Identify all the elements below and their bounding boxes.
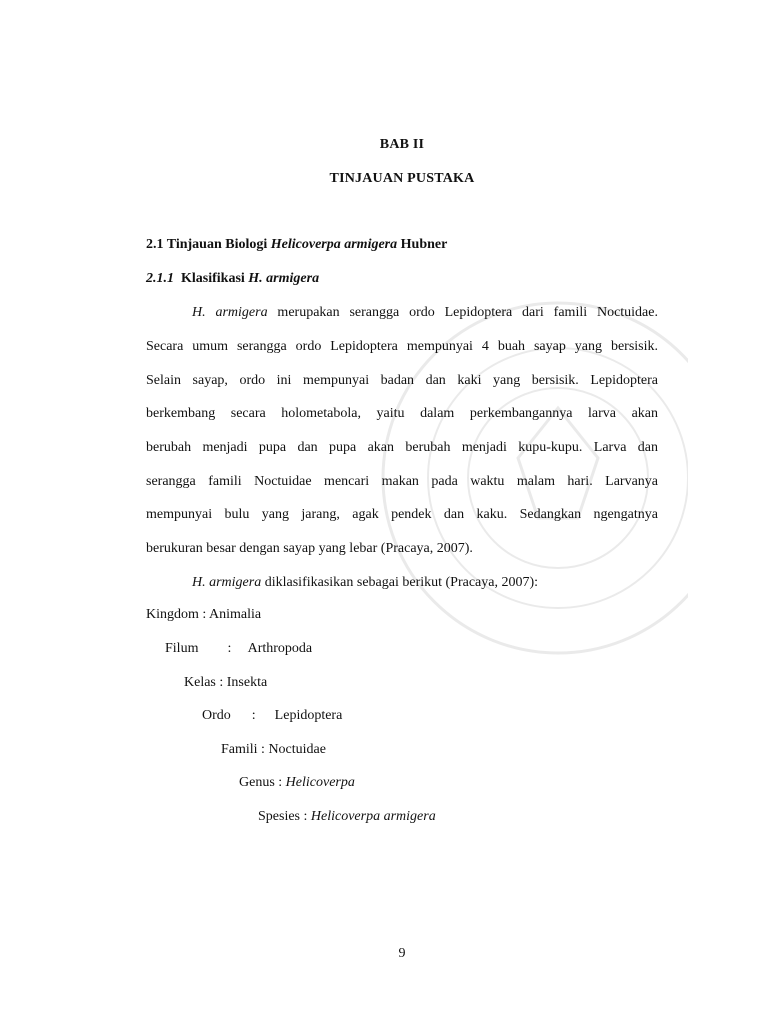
- ordo-value: Lepidoptera: [274, 708, 343, 723]
- ordo-label: Ordo: [202, 708, 231, 723]
- species-name: H. armigera: [192, 575, 262, 590]
- paragraph-line: Secara umum serangga ordo Lepidoptera mempunyai 4 buah sayap yang bersisik.: [146, 339, 658, 354]
- taxonomy-kelas: Kelas : Insekta: [184, 675, 268, 690]
- chapter-number: BAB II: [379, 137, 425, 152]
- genus-value: Helicoverpa: [285, 775, 355, 790]
- ordo-separator: :: [251, 708, 256, 723]
- subsection-species: H. armigera: [248, 271, 320, 286]
- section-heading: [146, 237, 447, 253]
- filum-value: Arthropoda: [247, 641, 313, 656]
- paragraph-line: berukuran besar dengan sayap yang lebar (Pracaya, 2007).: [146, 541, 473, 556]
- paragraph-line: mempunyai bulu yang jarang, agak pendek dan kaku. Sedangkan ngengatnya: [146, 507, 658, 522]
- taxonomy-kingdom: Kingdom : Animalia: [146, 607, 262, 622]
- chapter-title: TINJAUAN PUSTAKA: [329, 171, 475, 186]
- taxonomy-spesies: [258, 809, 436, 825]
- species-name: H. armigera: [192, 305, 268, 320]
- section-author: Hubner: [400, 237, 448, 252]
- filum-label: Filum: [165, 641, 199, 656]
- paragraph-line: serangga famili Noctuidae mencari makan pada waktu malam hari. Larvanya: [146, 474, 658, 489]
- taxonomy-ordo: [202, 708, 342, 724]
- spesies-label: Spesies :: [258, 809, 311, 824]
- taxonomy-genus: [239, 775, 355, 791]
- genus-label: Genus :: [239, 775, 286, 790]
- paragraph-text: merupakan serangga ordo Lepidoptera dari famili Noctuidae.: [267, 305, 658, 320]
- paragraph-line: berkembang secara holometabola, yaitu dalam perkembangannya larva akan: [146, 406, 658, 421]
- subsection-heading: [146, 271, 319, 287]
- classification-intro: [192, 575, 658, 591]
- section-number: 2.1: [146, 237, 164, 252]
- paragraph-text: diklasifikasikan sebagai berikut (Pracaya, 2007):: [261, 575, 539, 590]
- paragraph-line: Selain sayap, ordo ini mempunyai badan dan kaki yang bersisik. Lepidoptera: [146, 373, 658, 388]
- page-number: 9: [398, 946, 406, 961]
- section-text: Tinjauan Biologi: [166, 237, 268, 252]
- paragraph-line: berubah menjadi pupa dan pupa akan berubah menjadi kupu-kupu. Larva dan: [146, 440, 658, 455]
- taxonomy-filum: [165, 641, 312, 657]
- subsection-number: 2.1.1: [146, 271, 174, 286]
- taxonomy-famili: Famili : Noctuidae: [221, 742, 326, 757]
- subsection-text: Klasifikasi: [181, 271, 245, 286]
- spesies-value: Helicoverpa armigera: [310, 809, 436, 824]
- section-species: Helicoverpa armigera: [270, 237, 398, 252]
- filum-separator: :: [227, 641, 232, 656]
- paragraph-line: [192, 305, 658, 321]
